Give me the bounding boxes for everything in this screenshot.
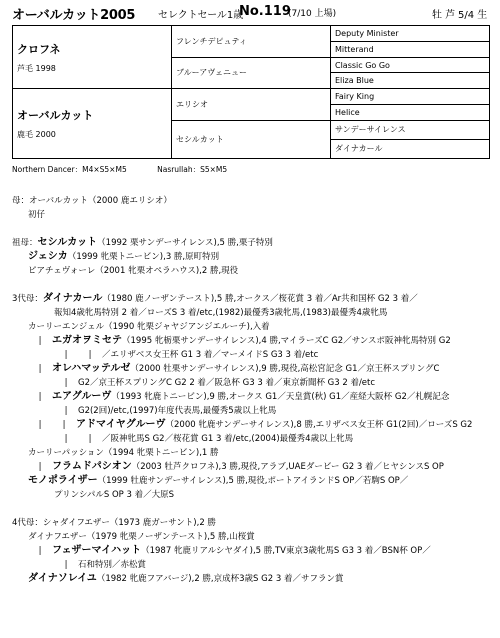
family-branch-mark: | [38, 462, 42, 472]
note-text: （2000 牝鹿サンデーサイレンス),8 勝,エリザベス女王杯 G1(2回)／ローズS G2 [165, 420, 473, 430]
g3-cell: サンデーサイレンス [331, 120, 490, 139]
dam-name: オーバルカット [17, 109, 94, 123]
horse-name-bold: ダイナカール [42, 293, 103, 304]
note-line [12, 516, 494, 530]
note-line [12, 348, 494, 362]
note-line [12, 418, 494, 432]
g3-cell: Deputy Minister [331, 26, 490, 42]
note-line [12, 208, 494, 222]
note-line [12, 558, 494, 572]
note-text: （1999 牝栗トニービン),3 勝,原町特別 [67, 252, 220, 262]
listing-date: (7/10 上場) [288, 9, 337, 19]
note-text: （1993 牝鹿トニービン),9 勝,オークス G1／天皇賞(秋) G1／産経大阪杯 G2／札幌記念 [111, 392, 450, 402]
sire-sire-cell: フレンチデピュティ [172, 26, 331, 58]
g3-cell: Mitterand [331, 41, 490, 57]
family-branch-mark: | [88, 350, 92, 360]
inbreeding-item: Northern Dancer：M4×S5×M5 [12, 165, 127, 174]
g3-cell: Classic Go Go [331, 57, 490, 73]
note-text: 初仔 [28, 210, 46, 220]
dam-info: 鹿毛 2000 [17, 130, 56, 140]
horse-name-bold: アドマイヤグルーヴ [76, 419, 166, 430]
note-text: 4代母：シャダイフエザー（1973 鹿ガーサント),2 勝 [12, 518, 216, 528]
horse-name-bold: モノポライザー [28, 475, 98, 486]
sire-dam-cell: ブルーアヴェニュー [172, 57, 331, 89]
note-line [12, 334, 494, 348]
note-text: （1987 牝鹿リアルシヤダイ),5 勝,TV東京3歳牝馬S G3 3 着／BSN杯 OP／ [141, 546, 431, 556]
sire-info: 芦毛 1998 [17, 63, 56, 73]
dam-cell [13, 89, 172, 159]
note-line [12, 530, 494, 544]
birth-date: 5/4 生 [458, 10, 488, 21]
pedigree-table [12, 25, 490, 159]
note-text: （2000 牡栗サンデーサイレンス),9 勝,現役,高松宮記念 G1／京王杯スプリングC [130, 364, 440, 374]
note-line [12, 376, 494, 390]
dam-dam-cell: セシルカット [172, 120, 331, 158]
note-line [12, 432, 494, 446]
note-text: （1980 鹿ノーザンテースト),5 勝,オークス／桜花賞 3 着／Ar共和国杯 G2 3 着／ [102, 294, 418, 304]
horse-name-bold: エガオヲミセテ [52, 335, 122, 346]
horse-name-bold: セシルカット [37, 237, 98, 248]
family-branch-mark: | [64, 560, 68, 570]
note-line [12, 404, 494, 418]
note-text: 3代母： [12, 294, 43, 304]
sale-name: セレクトセール1歳 [158, 10, 244, 21]
sire-cell [13, 26, 172, 89]
family-notes [12, 194, 494, 586]
note-line [12, 362, 494, 376]
dam-sire-cell: エリシオ [172, 89, 331, 121]
horse-name-bold: エアグルーヴ [52, 391, 112, 402]
family-branch-mark: | [64, 378, 68, 388]
note-text: （2003 牡芦クロフネ),3 勝,現役,アラブ,UAEダービー G2 3 着／ヒヤシンスS OP [131, 462, 444, 472]
family-branch-mark: | [64, 434, 68, 444]
family-branch-mark: | [38, 336, 42, 346]
note-line [12, 488, 494, 502]
note-line [12, 306, 494, 320]
note-line [12, 278, 494, 292]
note-line [12, 544, 494, 558]
horse-name-bold: ジェシカ [28, 251, 68, 262]
horse-name-bold: オレハマッテルゼ [52, 363, 131, 374]
inbreeding-line [12, 164, 255, 175]
note-text: ／阪神牝馬S G2／桜花賞 G1 3 着/etc,(2004)最優秀4歳以上牝馬 [102, 434, 354, 444]
note-text: プリンシパルS OP 3 着／大原S [54, 490, 174, 500]
note-text: （1982 牝鹿フアバージ),2 勝,京成杯3歳S G2 3 着／サフラン賞 [96, 574, 344, 584]
family-branch-mark: | [64, 350, 68, 360]
note-line [12, 460, 494, 474]
note-text: （1995 牝栃栗サンデーサイレンス),4 勝,マイラーズC G2／サンスポ阪神牝馬特別 G2 [122, 336, 451, 346]
g3-cell: Fairy King [331, 89, 490, 105]
note-line [12, 446, 494, 460]
note-line [12, 320, 494, 334]
note-text: 祖母： [12, 238, 38, 248]
note-line [12, 264, 494, 278]
lot-number: No.119 [239, 4, 291, 19]
note-line [12, 502, 494, 516]
family-branch-mark: | [38, 392, 42, 402]
inbreeding-item: Nasrullah：S5×M5 [157, 165, 228, 174]
note-text: カーリーパッション（1994 牝栗トニービン),1 勝 [28, 448, 219, 458]
note-text: ピアチェヴォーレ（2001 牝栗オペラハウス),2 勝,現役 [28, 266, 239, 276]
note-text: 石和特別／赤松賞 [78, 560, 147, 570]
note-line [12, 390, 494, 404]
family-branch-mark: | [64, 406, 68, 416]
note-line [12, 236, 494, 250]
sire-name: クロフネ [17, 42, 61, 56]
note-line [12, 572, 494, 586]
note-text: G2(2回)/etc,(1997)年度代表馬,最優秀5歳以上牝馬 [78, 406, 277, 416]
g3-cell: Eliza Blue [331, 73, 490, 89]
note-line [12, 222, 494, 236]
family-branch-mark: | [38, 546, 42, 556]
note-text: （1992 栗サンデーサイレンス),5 勝,栗子特別 [97, 238, 273, 248]
note-line [12, 194, 494, 208]
g3-cell: Helice [331, 105, 490, 121]
horse-name: オーバルカット2005 [12, 8, 136, 23]
g3-cell: ダイナカール [331, 139, 490, 158]
note-text: ダイナフエザー（1979 牝栗ノーザンテースト),5 勝,山桜賞 [28, 532, 255, 542]
family-branch-mark: | [38, 364, 42, 374]
horse-name-bold: フラムドパシオン [52, 461, 132, 472]
sex-color: 牡 芦 [432, 10, 456, 21]
note-text: 報知4歳牝馬特別 2 着／ローズS 3 着/etc,(1982)最優秀3歳牝馬,(1983)最優秀4歳牝馬 [54, 308, 388, 318]
note-line [12, 250, 494, 264]
family-branch-mark: | [62, 420, 66, 430]
note-line [12, 292, 494, 306]
note-text: ／エリザベス女王杯 G1 3 着／マーメイドS G3 3 着/etc [102, 350, 319, 360]
note-text: （1999 牡鹿サンデーサイレンス),5 勝,現役,ポートアイランドS OP／若駒S OP／ [97, 476, 409, 486]
horse-name-bold: ダイナソレイユ [28, 573, 97, 584]
note-text: G2／京王杯スプリングC G2 2 着／阪急杯 G3 3 着／東京新聞杯 G3 2 着/etc [78, 378, 376, 388]
note-text: 母：オーバルカット（2000 鹿エリシオ） [12, 196, 172, 206]
family-branch-mark: | [38, 420, 42, 430]
family-branch-mark: | [88, 434, 92, 444]
horse-name-bold: フェザーマイハット [52, 545, 142, 556]
sheet-header [12, 4, 490, 22]
note-text: カーリーエンジェル（1990 牝栗ジャヤジアンジエルーチ),入着 [28, 322, 270, 332]
note-line [12, 474, 494, 488]
